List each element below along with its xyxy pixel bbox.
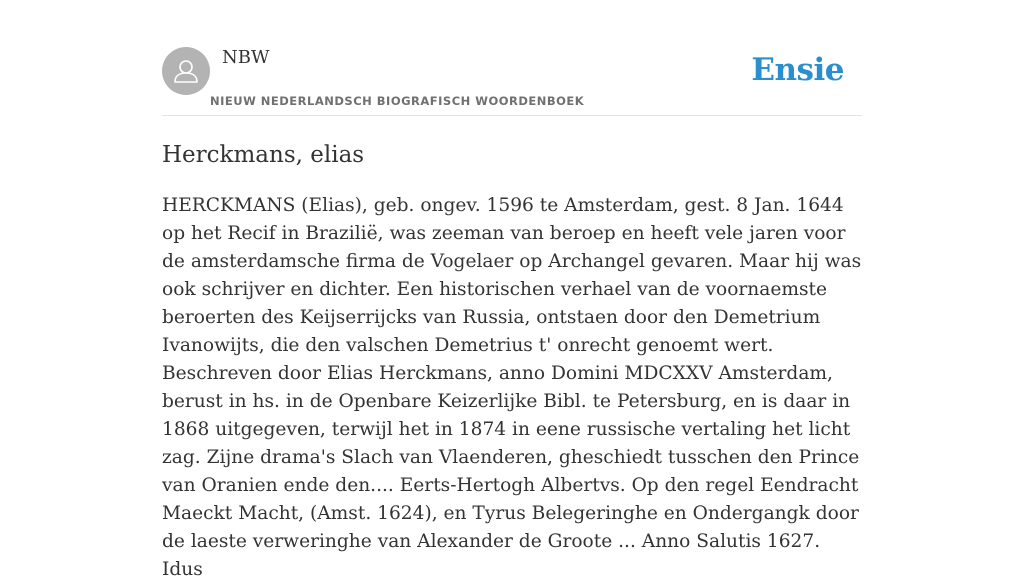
article-title: Herckmans, elias bbox=[162, 142, 365, 168]
user-placeholder-icon[interactable] bbox=[162, 47, 210, 95]
article-body: HERCKMANS (Elias), geb. ongev. 1596 te Amsterdam, gest. 8 Jan. 1644 op het Recif in Brazilië, was zeeman van beroep en heeft vele jaren voor de amsterdamsche firma de Vogelaer op Archangel gevaren. Maar hij was ook schrijver en dichter. Een historischen verhael van de voornaemste beroerten des Keijserrijcks van Russia, ontstaen door den Demetrium Ivanowijts, die den valschen Demetrius t' onrecht genoemt wert. Beschreven door Elias Herckmans, anno Domini MDCXXV Amsterdam, berust in hs. in de Openbare Keizerlijke Bibl. te Petersburg, en is daar in 1868 uitgegeven, terwijl het in 1874 in eene russische vertaling het licht zag. Zijne drama's Slach van Vlaenderen, gheschiedt tusschen den Prince van Oranien ende den.... Eerts-Hertogh Albertvs. Op den regel Eendracht Maeckt Macht, (Amst. 1624), en Tyrus Belegeringhe en Ondergangk door de laeste verweringhe van Alexander de Groote ... Anno Salutis 1627. Idus bbox=[162, 195, 862, 580]
source-header bbox=[162, 0, 862, 116]
source-name[interactable]: NBW bbox=[222, 47, 270, 68]
page bbox=[162, 0, 862, 580]
ensie-logo[interactable]: Ensie bbox=[751, 52, 844, 88]
source-subtitle: NIEUW NEDERLANDSCH BIOGRAFISCH WOORDENBOEK bbox=[210, 94, 585, 108]
